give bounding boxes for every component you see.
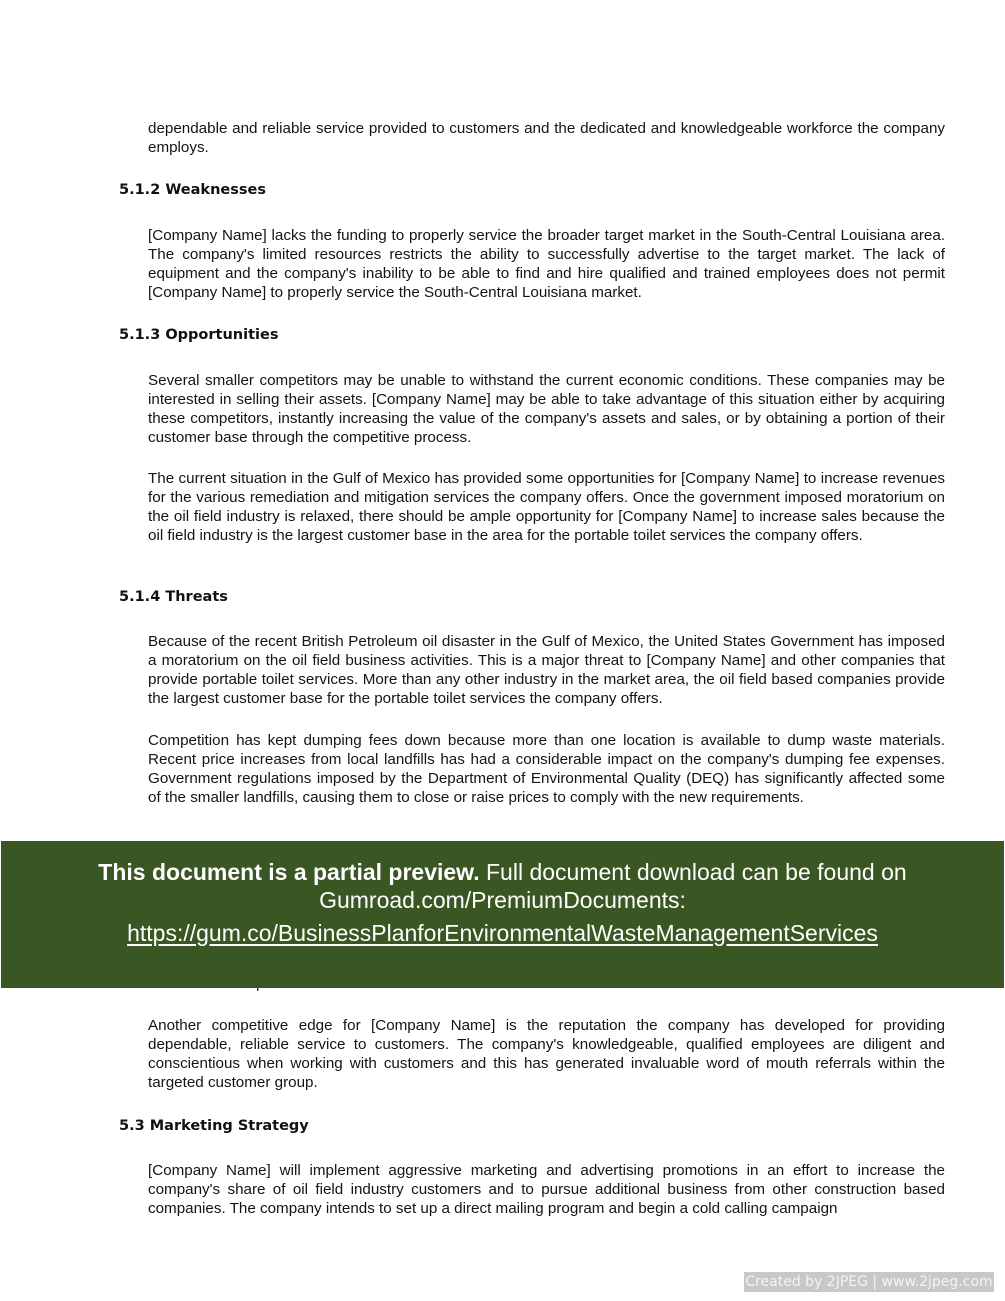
banner-bold-text: This document is a partial preview. bbox=[98, 859, 480, 885]
paragraph-competitive-edge: Another competitive edge for [Company Name] is the reputation the company has developed for providing dependable, reliable service to customers. The company's knowledgeable, qualified employees are diligent and conscientious when working with customers and this has generated invaluable word of mouth referrals within the targeted customer group. bbox=[148, 1017, 945, 1091]
gumroad-download-link[interactable]: https://gum.co/BusinessPlanforEnvironmentalWasteManagementServices bbox=[127, 920, 878, 946]
paragraph-threats-1: Because of the recent British Petroleum oil disaster in the Gulf of Mexico, the United States Government has imposed a moratorium on the oil field business activities. This is a major threat to [Company Name] and other companies that provide portable toilet services. More than any other industry in the market area, the oil field based companies provide the largest customer base for the portable toilet services the company offers. bbox=[148, 633, 945, 707]
paragraph-weaknesses: [Company Name] lacks the funding to properly service the broader target market in the South-Central Louisiana area. The company's limited resources restricts the ability to successfully advertise to the target market. The lack of equipment and the company's inability to be able to find and hire qualified and trained employees does not permit [Company Name] to properly service the South-Central Louisiana market. bbox=[148, 227, 945, 301]
paragraph-opportunities-2: The current situation in the Gulf of Mexico has provided some opportunities for [Company Name] to increase revenues for the various remediation and mitigation services the company offers. Once the government imposed moratorium on the oil field industry is relaxed, there should be ample opportunity for [Company Name] to increase sales because the oil field industry is the largest customer base in the area for the portable toilet services the company offers. bbox=[148, 470, 945, 544]
banner-message bbox=[1, 858, 1004, 914]
heading-marketing-strategy: 5.3 Marketing Strategy bbox=[119, 1118, 309, 1134]
banner-normal-text: Full document download can be found on Gumroad.com/PremiumDocuments: bbox=[319, 859, 907, 913]
paragraph-marketing: [Company Name] will implement aggressive marketing and advertising promotions in an effort to increase the company's share of oil field industry customers and to pursue additional business from other construction based companies. The company intends to set up a direct mailing program and begin a cold calling campaign bbox=[148, 1162, 945, 1217]
heading-weaknesses: 5.1.2 Weaknesses bbox=[119, 182, 266, 198]
heading-threats: 5.1.4 Threats bbox=[119, 589, 228, 605]
heading-opportunities: 5.1.3 Opportunities bbox=[119, 327, 279, 343]
paragraph-opportunities-1: Several smaller competitors may be unable to withstand the current economic conditions. These companies may be interested in selling their assets. [Company Name] may be able to take advantage of this situation either by acquiring these competitors, instantly increasing the value of the company's assets and sales, or by obtaining a portion of their customer base through the competitive process. bbox=[148, 372, 945, 446]
paragraph-threats-2: Competition has kept dumping fees down because more than one location is available to dump waste materials. Recent price increases from local landfills has had a considerable impact on the company's dumping fee expenses. Government regulations imposed by the Department of Environmental Quality (DEQ) has significantly affected some of the smaller landfills, causing them to close or raise prices to comply with the new requirements. bbox=[148, 732, 945, 806]
watermark-2jpeg: Created by 2JPEG | www.2jpeg.com bbox=[745, 1274, 993, 1290]
preview-banner bbox=[1, 841, 1004, 988]
paragraph-intro-tail: dependable and reliable service provided to customers and the dedicated and knowledgeable workforce the company employs. bbox=[148, 120, 945, 156]
